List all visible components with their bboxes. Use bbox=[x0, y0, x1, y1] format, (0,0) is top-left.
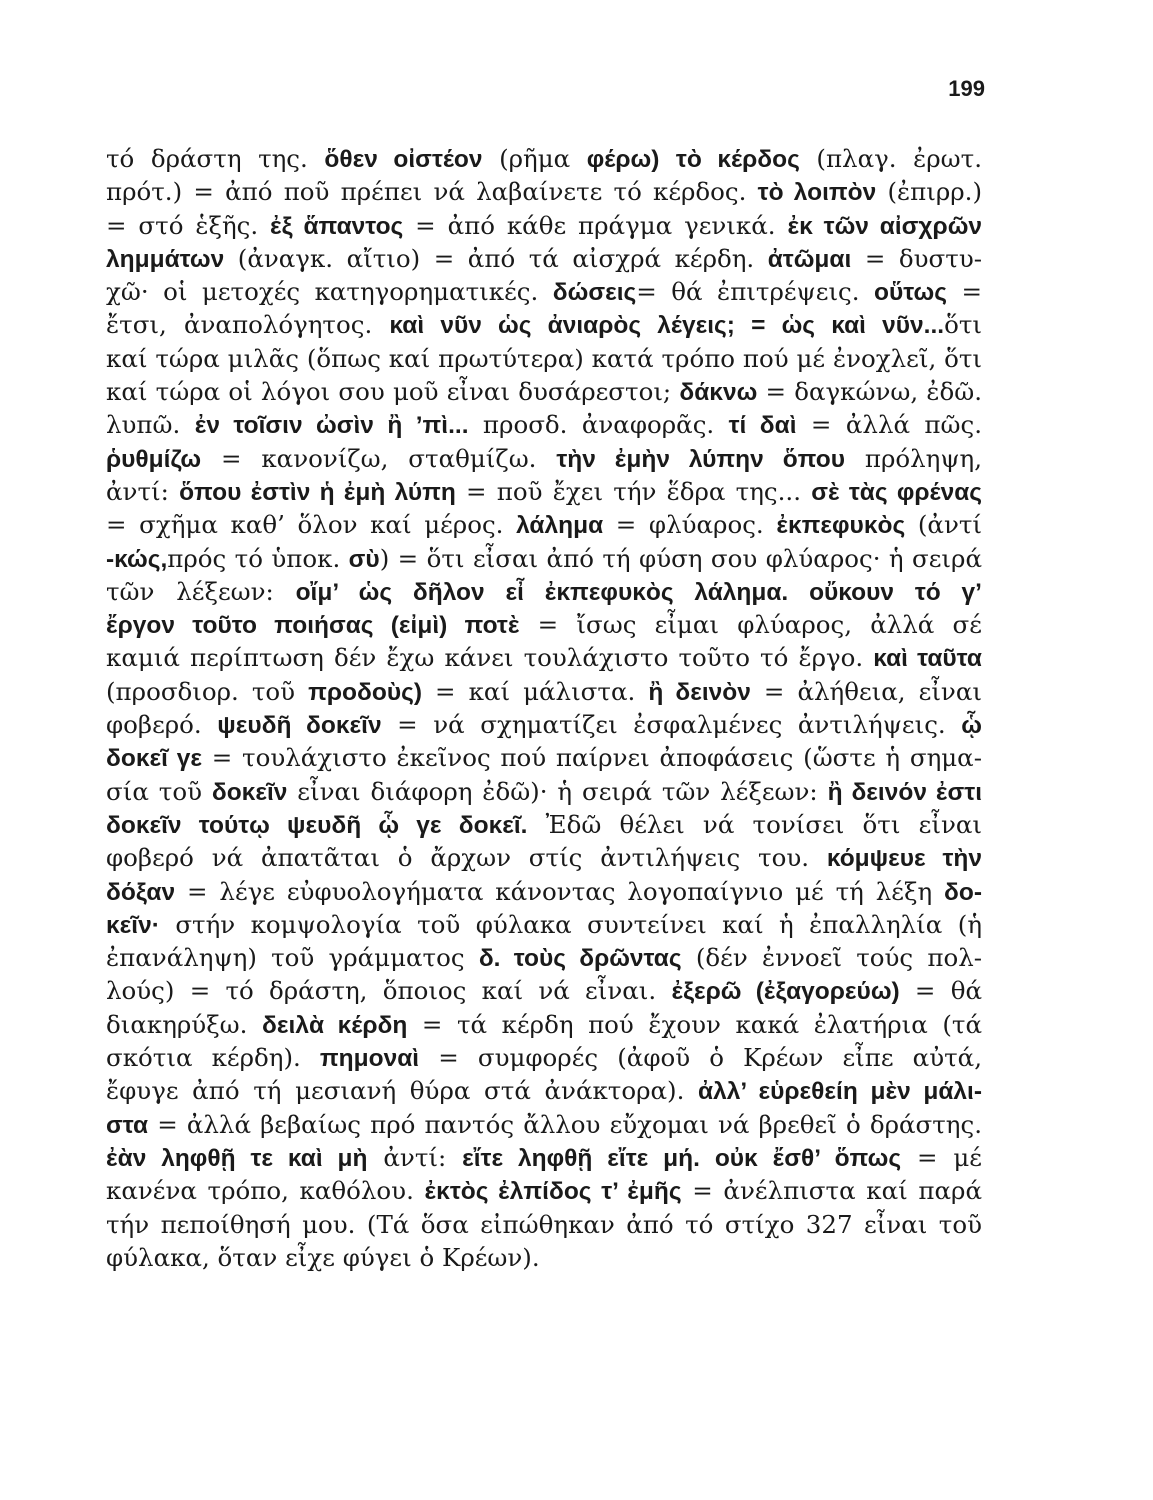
gloss-text: φοβερό νά ἀπατᾶται ὁ ἄρχων στίς ἀντιλήψεις του. bbox=[106, 843, 827, 873]
gloss-text: = θά ἐπιτρέψεις. bbox=[636, 277, 875, 307]
gloss-text: πρότ.) = ἀπό ποῦ πρέπει νά λαβαίνετε τό κέρδος. bbox=[106, 177, 758, 207]
gloss-text: λυπῶ. bbox=[106, 410, 195, 440]
gloss-text: χῶ· οἱ μετοχές κατηγορηματικές. bbox=[106, 277, 553, 307]
headword: τὸ κέρδος bbox=[675, 146, 800, 173]
headword: ἔργον τοῦτο ποιήσας (εἰμὶ) ποτὲ bbox=[106, 612, 520, 640]
gloss-text bbox=[659, 144, 676, 173]
headword: οἴμ’ ὡς δῆλον εἶ ἐκπεφυκὸς λάλημα. οὔκουν τό γ’ bbox=[295, 578, 982, 606]
gloss-text: τό δράστη της. bbox=[106, 144, 325, 173]
text-line bbox=[106, 442, 982, 475]
headword: ὅπου ἐστὶν ἡ ἐμὴ λύπη bbox=[179, 478, 456, 506]
text-line bbox=[106, 775, 982, 808]
gloss-text: = τά κέρδη πού ἔχουν κακά ἐλατήρια (τά bbox=[407, 1009, 983, 1039]
gloss-text: = καί μάλιστα. bbox=[421, 676, 649, 706]
gloss-text: = τουλάχιστο ἐκεῖνος πού παίρνει ἀποφάσεις (ὥστε ἡ σημα- bbox=[201, 743, 983, 773]
text-line bbox=[106, 575, 982, 608]
body-text bbox=[106, 142, 982, 1274]
text-line bbox=[106, 408, 982, 441]
text-line bbox=[106, 542, 982, 575]
gloss-text: = συμφορές (ἀφοῦ ὁ Κρέων εἶπε αὐτά, bbox=[419, 1043, 982, 1073]
gloss-text: διακηρύξω. bbox=[106, 1009, 263, 1039]
text-line bbox=[106, 142, 982, 175]
gloss-text: = μέ bbox=[901, 1142, 982, 1172]
gloss-text: ) = ὅτι εἶσαι ἀπό τή φύση σου φλύαρος· ἡ σειρά bbox=[379, 543, 982, 573]
headword: δο- bbox=[944, 878, 982, 906]
text-line bbox=[106, 508, 982, 541]
text-line bbox=[106, 641, 982, 674]
headword: φέρω) bbox=[586, 146, 660, 173]
headword: ἀτῶμαι bbox=[767, 245, 852, 273]
headword: δ. τοὺς δρῶντας bbox=[478, 945, 682, 973]
gloss-text: = λέγε εὐφυολογήματα κάνοντας λογοπαίγνιο μέ τή λέξη bbox=[175, 876, 945, 906]
gloss-text: προσδ. ἀναφορᾶς. bbox=[468, 410, 729, 440]
gloss-text: σία τοῦ bbox=[106, 776, 212, 806]
gloss-text: = ἀπό κάθε πράγμα γενικά. bbox=[403, 210, 788, 240]
text-line bbox=[106, 275, 982, 308]
text-line bbox=[106, 941, 982, 974]
text-line bbox=[106, 1008, 982, 1041]
gloss-text: ἐπανάληψη) τοῦ γράμματος bbox=[106, 943, 479, 973]
text-line bbox=[106, 974, 982, 1007]
headword: ἐὰν ληφθῇ τε καὶ μὴ bbox=[106, 1144, 368, 1172]
text-line bbox=[106, 308, 982, 341]
gloss-text: λούς) = τό δράστη, ὅποιος καί νά εἶναι. bbox=[106, 976, 672, 1006]
gloss-text: = ἀλλά βεβαίως πρό παντός ἄλλου εὔχομαι νά βρεθεῖ ὁ δράστης. bbox=[148, 1109, 982, 1139]
headword: στα bbox=[106, 1111, 149, 1139]
headword: ἐξ ἅπαντος bbox=[270, 212, 404, 240]
headword: δάκνω bbox=[679, 379, 758, 407]
headword: ἐκ τῶν αἰσχρῶν bbox=[787, 212, 983, 240]
headword: ᾧ bbox=[961, 712, 982, 740]
gloss-text: = θά bbox=[899, 976, 983, 1006]
text-line bbox=[106, 1041, 982, 1074]
gloss-text: Ἐδῶ θέλει νά τονίσει ὅτι εἶναι bbox=[527, 809, 982, 839]
headword: λημμάτων bbox=[106, 245, 225, 273]
gloss-text: = δυστυ- bbox=[851, 243, 982, 273]
text-line bbox=[106, 209, 982, 242]
gloss-text: (δέν ἐννοεῖ τούς πολ- bbox=[681, 943, 983, 973]
gloss-text: = κανονίζω, σταθμίζω. bbox=[201, 443, 557, 473]
text-line bbox=[106, 1141, 982, 1174]
headword: οὕτως bbox=[874, 279, 947, 307]
gloss-text: καί τώρα μιλᾶς (ὅπως καί πρωτύτερα) κατά τρόπο πού μέ ἐνοχλεῖ, ὅτι bbox=[106, 343, 982, 373]
gloss-text: ἔτσι, ἀναπολόγητος. bbox=[106, 310, 390, 340]
gloss-text: ἀντί: bbox=[106, 476, 180, 506]
gloss-text: (ρῆμα bbox=[482, 144, 587, 173]
headword: ὅθεν οἰστέον bbox=[324, 146, 483, 173]
gloss-text: καί τώρα οἱ λόγοι σου μοῦ εἶναι δυσάρεστοι; bbox=[106, 377, 680, 407]
gloss-text: ὅτι bbox=[944, 310, 982, 340]
text-line bbox=[106, 1074, 982, 1107]
headword: προδοὺς) bbox=[308, 678, 422, 706]
headword: δοκεῖν τούτῳ ψευδῆ ᾧ γε δοκεῖ. bbox=[106, 811, 528, 839]
text-line bbox=[106, 741, 982, 774]
headword: κεῖν· bbox=[106, 911, 160, 939]
text-line bbox=[106, 375, 982, 408]
headword: τί δαὶ bbox=[728, 412, 797, 440]
gloss-text: = σχῆμα καθ’ ὅλον καί μέρος. bbox=[106, 510, 517, 540]
headword: ῥυθμίζω bbox=[106, 445, 202, 473]
text-line bbox=[106, 675, 982, 708]
gloss-text: = δαγκώνω, ἐδῶ. bbox=[757, 377, 982, 407]
text-line bbox=[106, 1174, 982, 1207]
gloss-text: = ποῦ ἔχει τήν ἕδρα της... bbox=[455, 476, 812, 506]
gloss-text: καμιά περίπτωση δέν ἔχω κάνει τουλάχιστο τοῦτο τό ἔργο. bbox=[106, 643, 874, 673]
gloss-text: = φλύαρος. bbox=[603, 510, 777, 540]
gloss-text: = ἴσως εἶμαι φλύαρος, ἀλλά σέ bbox=[519, 610, 982, 640]
headword: καὶ νῦν ὡς ἀνιαρὸς λέγεις; = ὡς καὶ νῦν... bbox=[389, 312, 945, 340]
gloss-text: (προσδιορ. τοῦ bbox=[106, 676, 309, 706]
headword: δοκεῖν bbox=[211, 778, 288, 806]
gloss-text: σκότια κέρδη). bbox=[106, 1043, 320, 1073]
text-line bbox=[106, 175, 982, 208]
headword: -κώς, bbox=[106, 545, 168, 573]
text-line bbox=[106, 342, 982, 375]
gloss-text: = ἀλλά πῶς. bbox=[796, 410, 983, 440]
gloss-text: = ἀνέλπιστα καί παρά bbox=[681, 1176, 982, 1206]
headword: ἐξερῶ (ἐξαγορεύω) bbox=[671, 978, 900, 1006]
text-line bbox=[106, 1241, 982, 1274]
gloss-text: = bbox=[946, 277, 982, 307]
gloss-text: εἶναι διάφορη ἐδῶ)· ἡ σειρά τῶν λέξεων: bbox=[287, 776, 828, 806]
gloss-text: ἔφυγε ἀπό τή μεσιανή θύρα στά ἀνάκτορα). bbox=[106, 1076, 699, 1106]
text-line bbox=[106, 1208, 982, 1241]
text-line bbox=[106, 875, 982, 908]
gloss-text: τήν πεποίθησή μου. (Τά ὅσα εἰπώθηκαν ἀπό τό στίχο 327 εἶναι τοῦ bbox=[106, 1209, 982, 1239]
gloss-text: = ἀλήθεια, εἶναι bbox=[750, 676, 982, 706]
gloss-text: τῶν λέξεων: bbox=[106, 576, 296, 606]
gloss-text: κανένα τρόπο, καθόλου. bbox=[106, 1176, 425, 1206]
headword: τὸ λοιπὸν bbox=[757, 179, 877, 207]
headword: κόμψευε τὴν bbox=[826, 845, 982, 873]
gloss-text: φοβερό. bbox=[106, 710, 218, 740]
headword: καὶ ταῦτα bbox=[873, 645, 982, 673]
text-line bbox=[106, 908, 982, 941]
headword: δοκεῖ γε bbox=[106, 745, 202, 773]
headword: ἐκπεφυκὸς bbox=[776, 512, 906, 540]
gloss-text: πρός τό ὑποκ. bbox=[167, 543, 349, 573]
headword: ἐκτὸς ἐλπίδος τ’ ἐμῆς bbox=[424, 1178, 682, 1206]
gloss-text: φύλακα, ὅταν εἶχε φύγει ὁ Κρέων). bbox=[106, 1242, 540, 1272]
gloss-text: (πλαγ. ἐρωτ. bbox=[799, 144, 982, 173]
headword: λάλημα bbox=[516, 512, 604, 540]
headword: ἀλλ’ εὑρεθείη μὲν μάλι- bbox=[698, 1078, 983, 1106]
text-line bbox=[106, 1108, 982, 1141]
text-line bbox=[106, 708, 982, 741]
gloss-text: στήν κομψολογία τοῦ φύλακα συντείνει καί ἡ ἐπαλληλία (ἡ bbox=[159, 909, 982, 939]
gloss-text: πρόληψη, bbox=[844, 443, 983, 473]
headword: δώσεις bbox=[552, 279, 637, 307]
gloss-text: (ἀναγκ. αἴτιο) = ἀπό τά αἰσχρά κέρδη. bbox=[224, 243, 768, 273]
gloss-text: = στό ἑξῆς. bbox=[106, 210, 271, 240]
gloss-text: (ἐπιρρ.) bbox=[876, 177, 983, 207]
headword: ἢ δεινὸν bbox=[648, 678, 751, 706]
headword: τὴν ἐμὴν λύπην ὅπου bbox=[556, 445, 845, 473]
headword: ψευδῆ δοκεῖν bbox=[217, 712, 382, 740]
gloss-text: ἀντί: bbox=[367, 1142, 463, 1172]
headword: δόξαν bbox=[106, 878, 176, 906]
headword: σὲ τὰς φρένας bbox=[811, 478, 982, 506]
headword: ἢ δεινόν ἐστι bbox=[827, 778, 982, 806]
gloss-text: = νά σχηματίζει ἐσφαλμένες ἀντιλήψεις. bbox=[381, 710, 962, 740]
headword: ἐν τοῖσιν ὠσὶν ἢ ’πὶ... bbox=[194, 412, 469, 440]
page-number: 199 bbox=[948, 76, 985, 101]
text-line bbox=[106, 808, 982, 841]
headword: δειλὰ κέρδη bbox=[262, 1011, 408, 1039]
text-line bbox=[106, 475, 982, 508]
gloss-text: (ἀντί bbox=[905, 510, 982, 540]
headword: εἴτε ληφθῇ εἴτε μή. οὐκ ἔσθ’ ὅπως bbox=[462, 1144, 902, 1172]
headword: σὺ bbox=[348, 545, 380, 573]
text-line bbox=[106, 841, 982, 874]
headword: πημοναὶ bbox=[319, 1045, 420, 1073]
text-line bbox=[106, 608, 982, 641]
text-line bbox=[106, 242, 982, 275]
